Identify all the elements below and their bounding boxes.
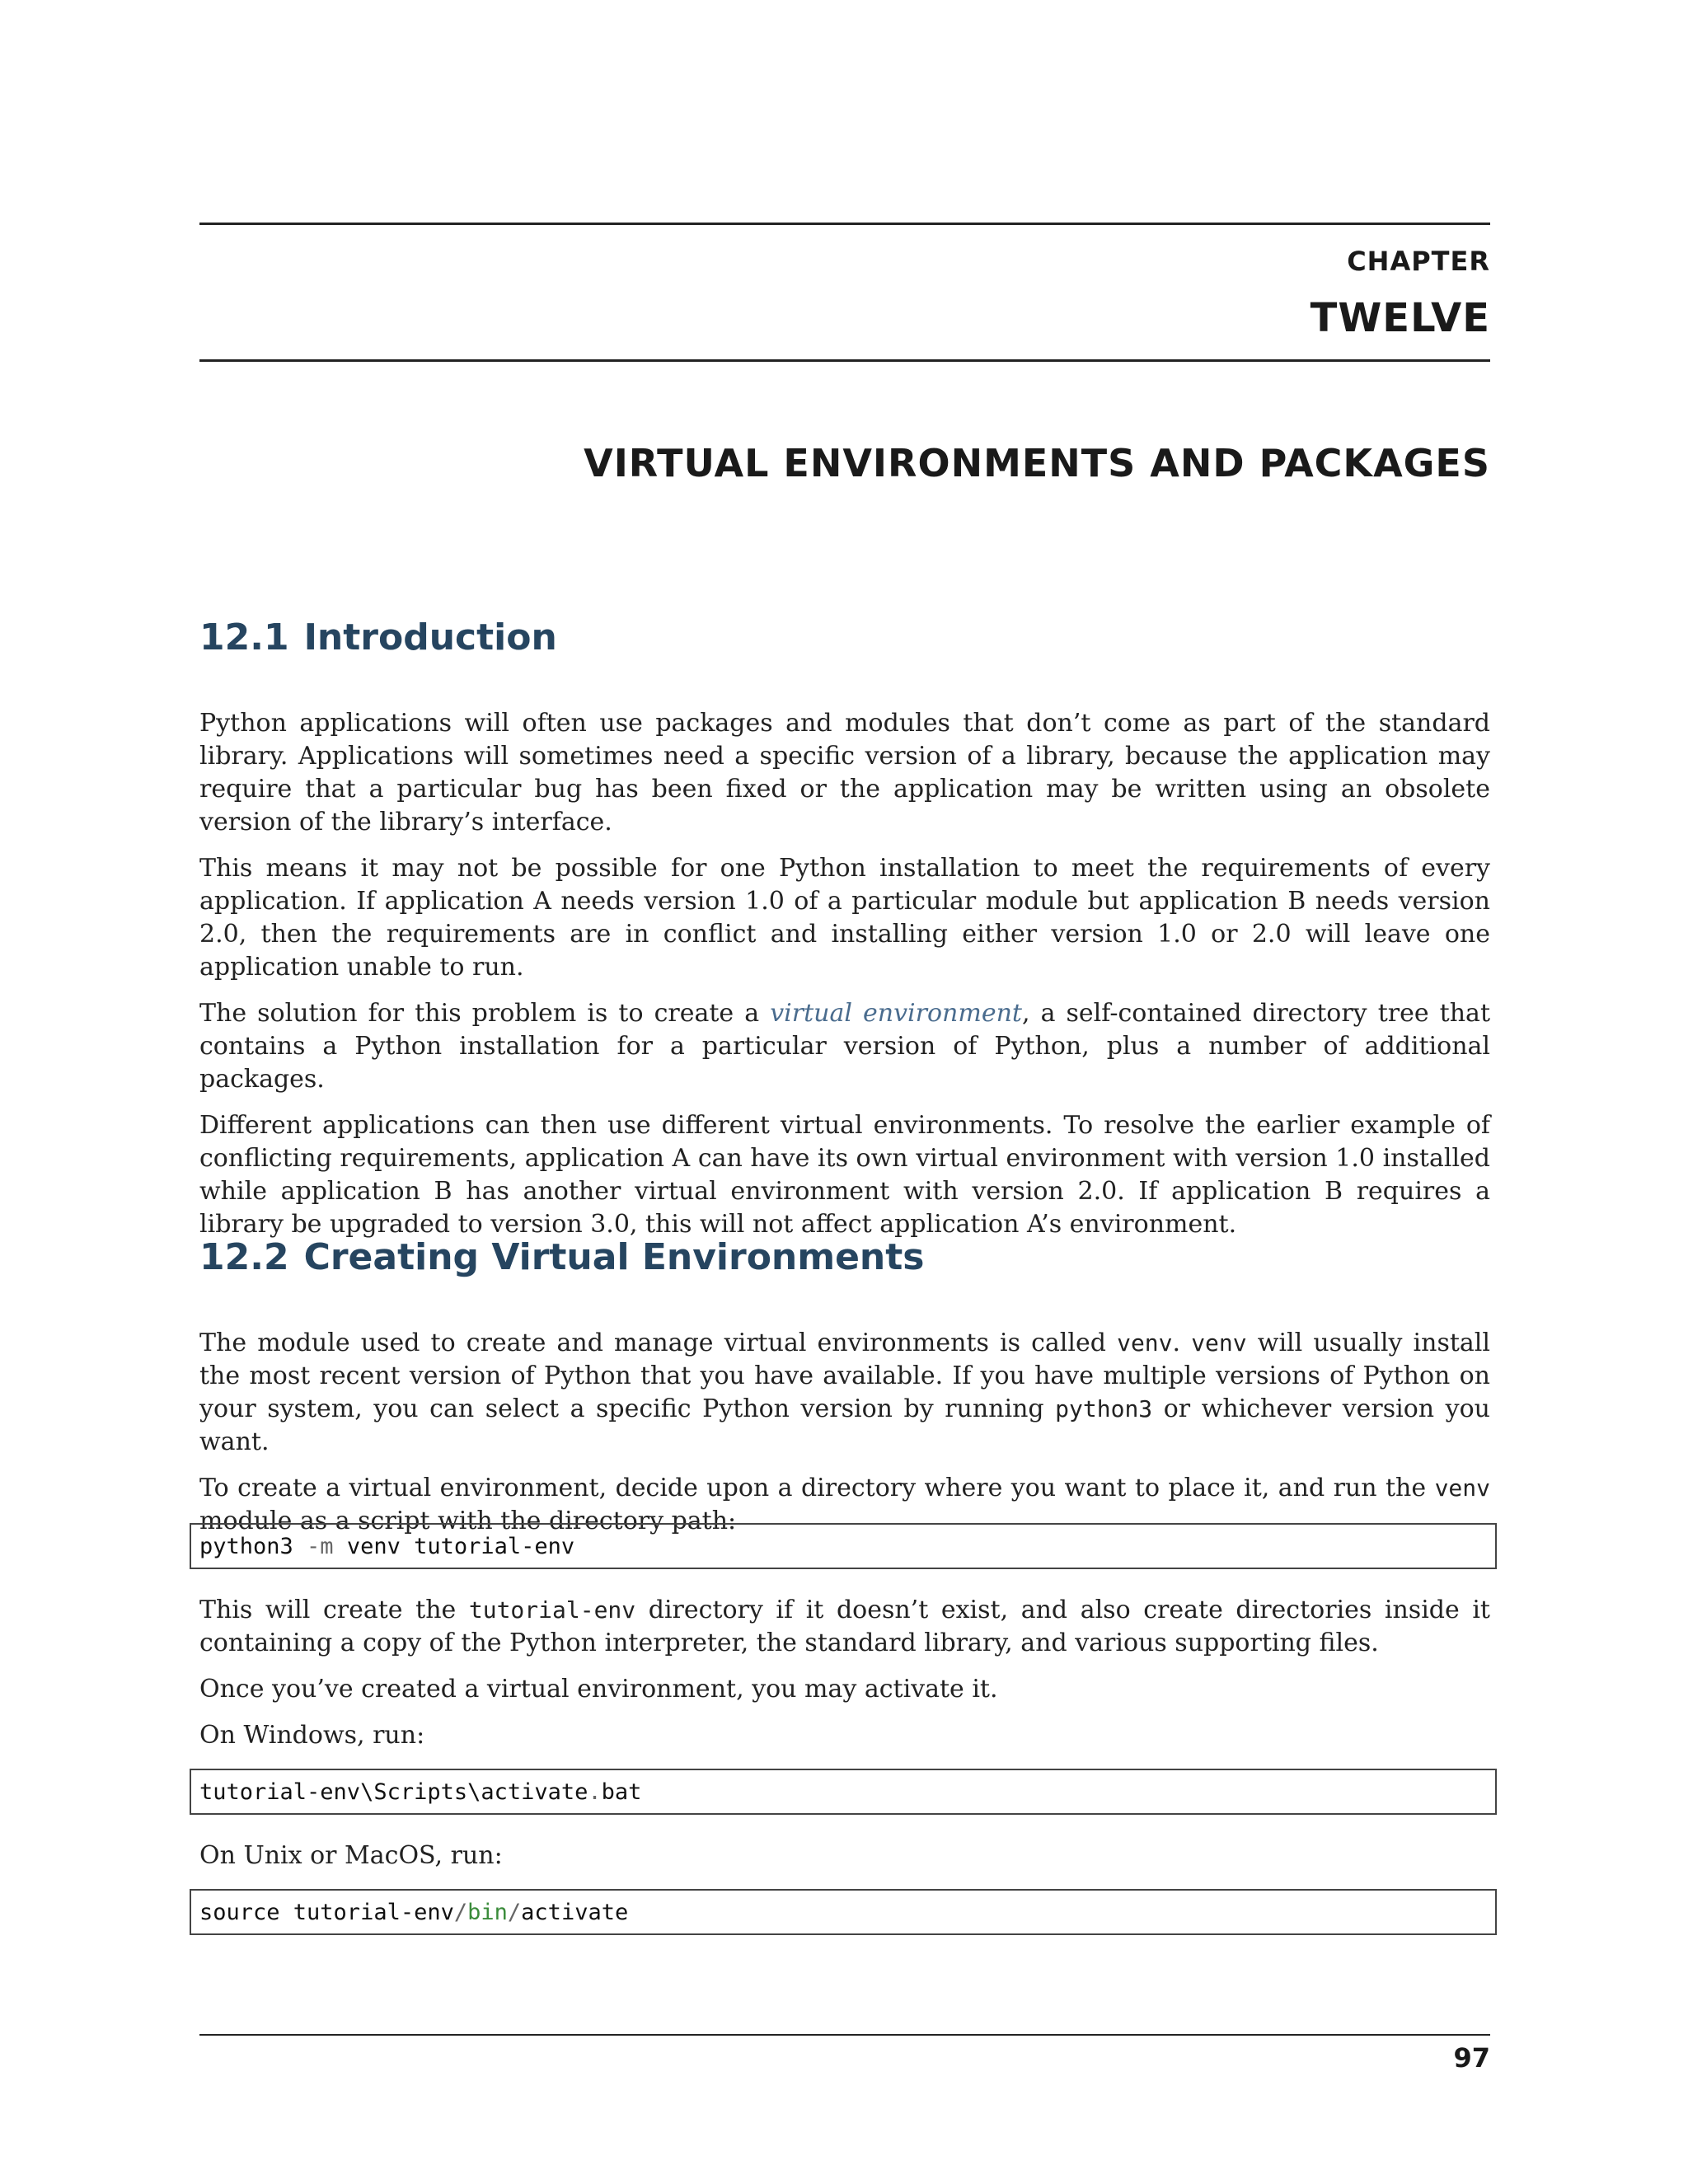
section-title: Introduction	[303, 616, 557, 658]
inline-code: tutorial-env	[468, 1596, 636, 1624]
introduction-body	[199, 707, 1490, 1254]
inline-code: python3	[1055, 1395, 1153, 1422]
creating-body-2	[199, 1594, 1490, 1765]
footer-rule	[199, 2034, 1490, 2036]
chapter-label: CHAPTER	[1347, 246, 1490, 277]
virtual-environment-link[interactable]: virtual environment	[770, 999, 1022, 1028]
code-token: /	[507, 1899, 522, 1925]
code-token: activate	[521, 1899, 629, 1925]
section-heading-creating-virtual-environments	[199, 1236, 924, 1278]
creating-body-3	[199, 1840, 1490, 1886]
paragraph-text: To create a virtual environment, decide upon a directory where you want to place it, and run the	[199, 1474, 1435, 1502]
paragraph-text: This means it may not be possible for one Python installation to meet the requirements of every application. If application A needs version 1.0 of a particular module but application B needs version 2.0, then the requirements are in conflict and installing either version 1.0 or 2.0 will leave one application unable to run.	[199, 854, 1490, 982]
paragraph	[199, 852, 1490, 984]
code-token: venv tutorial-env	[333, 1533, 575, 1559]
paragraph: Python applications will often use packages and modules that don’t come as part of the standard library. Applications will sometimes need a specific version of a library, because the application may require that a particular bug has been fixed or the application may be written using an obsolete version of the library’s interface.	[199, 709, 1490, 837]
paragraph	[199, 1594, 1490, 1660]
section-heading-introduction	[199, 616, 557, 658]
code-token: python3	[199, 1533, 307, 1559]
paragraph-text: The solution for this problem is to create a	[199, 999, 771, 1028]
creating-body	[199, 1327, 1490, 1551]
paragraph-text: directory if it doesn’t exist, and also create directories inside it containing a copy of the Python interpreter, the standard library, and various supporting files.	[199, 1596, 1490, 1657]
paragraph-text: .	[1172, 1329, 1192, 1357]
section-title: Creating Virtual Environments	[303, 1236, 925, 1278]
paragraph	[199, 1327, 1490, 1459]
code-token: source tutorial-env	[199, 1899, 454, 1925]
inline-code: venv	[1191, 1329, 1247, 1357]
code-token: tutorial-env\Scripts\activate	[199, 1779, 588, 1805]
section-number: 12.1	[199, 616, 289, 658]
paragraph-text: will usually install the most recent version of Python that you have available. If you have multiple versions of Python on your system, you can select a specific Python version by running	[199, 1329, 1491, 1423]
paragraph: On Unix or MacOS, run:	[199, 1841, 503, 1870]
section-number: 12.2	[199, 1236, 289, 1278]
paragraph-text: , a self-contained directory tree that contains a Python installation for a particular version of Python, plus a number of additional packages.	[199, 999, 1490, 1094]
page-number: 97	[1453, 2042, 1490, 2074]
code-token: bat	[601, 1779, 642, 1805]
paragraph-text: module as a script with the directory path:	[199, 1507, 737, 1535]
inline-code: venv	[1117, 1329, 1173, 1357]
paragraph	[199, 997, 1490, 1096]
paragraph-text: The module used to create and manage virtual environments is called	[199, 1329, 1118, 1357]
code-block-create-venv	[190, 1523, 1497, 1569]
chapter-number: TWELVE	[1310, 295, 1490, 341]
chapter-title: VIRTUAL ENVIRONMENTS AND PACKAGES	[584, 441, 1490, 485]
paragraph: On Windows, run:	[199, 1721, 425, 1750]
header-bottom-rule	[199, 359, 1490, 362]
code-token: .	[588, 1779, 602, 1805]
paragraph: Once you’ve created a virtual environment, you may activate it.	[199, 1675, 998, 1704]
code-token: -m	[307, 1533, 334, 1559]
paragraph: Different applications can then use different virtual environments. To resolve the earlier example of conflicting requirements, application A can have its own virtual environment with version 1.0 installed while application B has another virtual environment with version 2.0. If application B requires a library be upgraded to version 3.0, this will not affect application A’s environment.	[199, 1111, 1490, 1239]
top-rule	[199, 223, 1490, 225]
code-token: bin	[467, 1899, 508, 1925]
inline-code: venv	[1434, 1474, 1490, 1502]
code-token: /	[453, 1899, 468, 1925]
code-block-windows-activate	[190, 1769, 1497, 1815]
code-block-unix-activate	[190, 1889, 1497, 1935]
paragraph-text: or whichever version you want.	[199, 1394, 1490, 1456]
paragraph-text: This will create the	[199, 1596, 469, 1624]
